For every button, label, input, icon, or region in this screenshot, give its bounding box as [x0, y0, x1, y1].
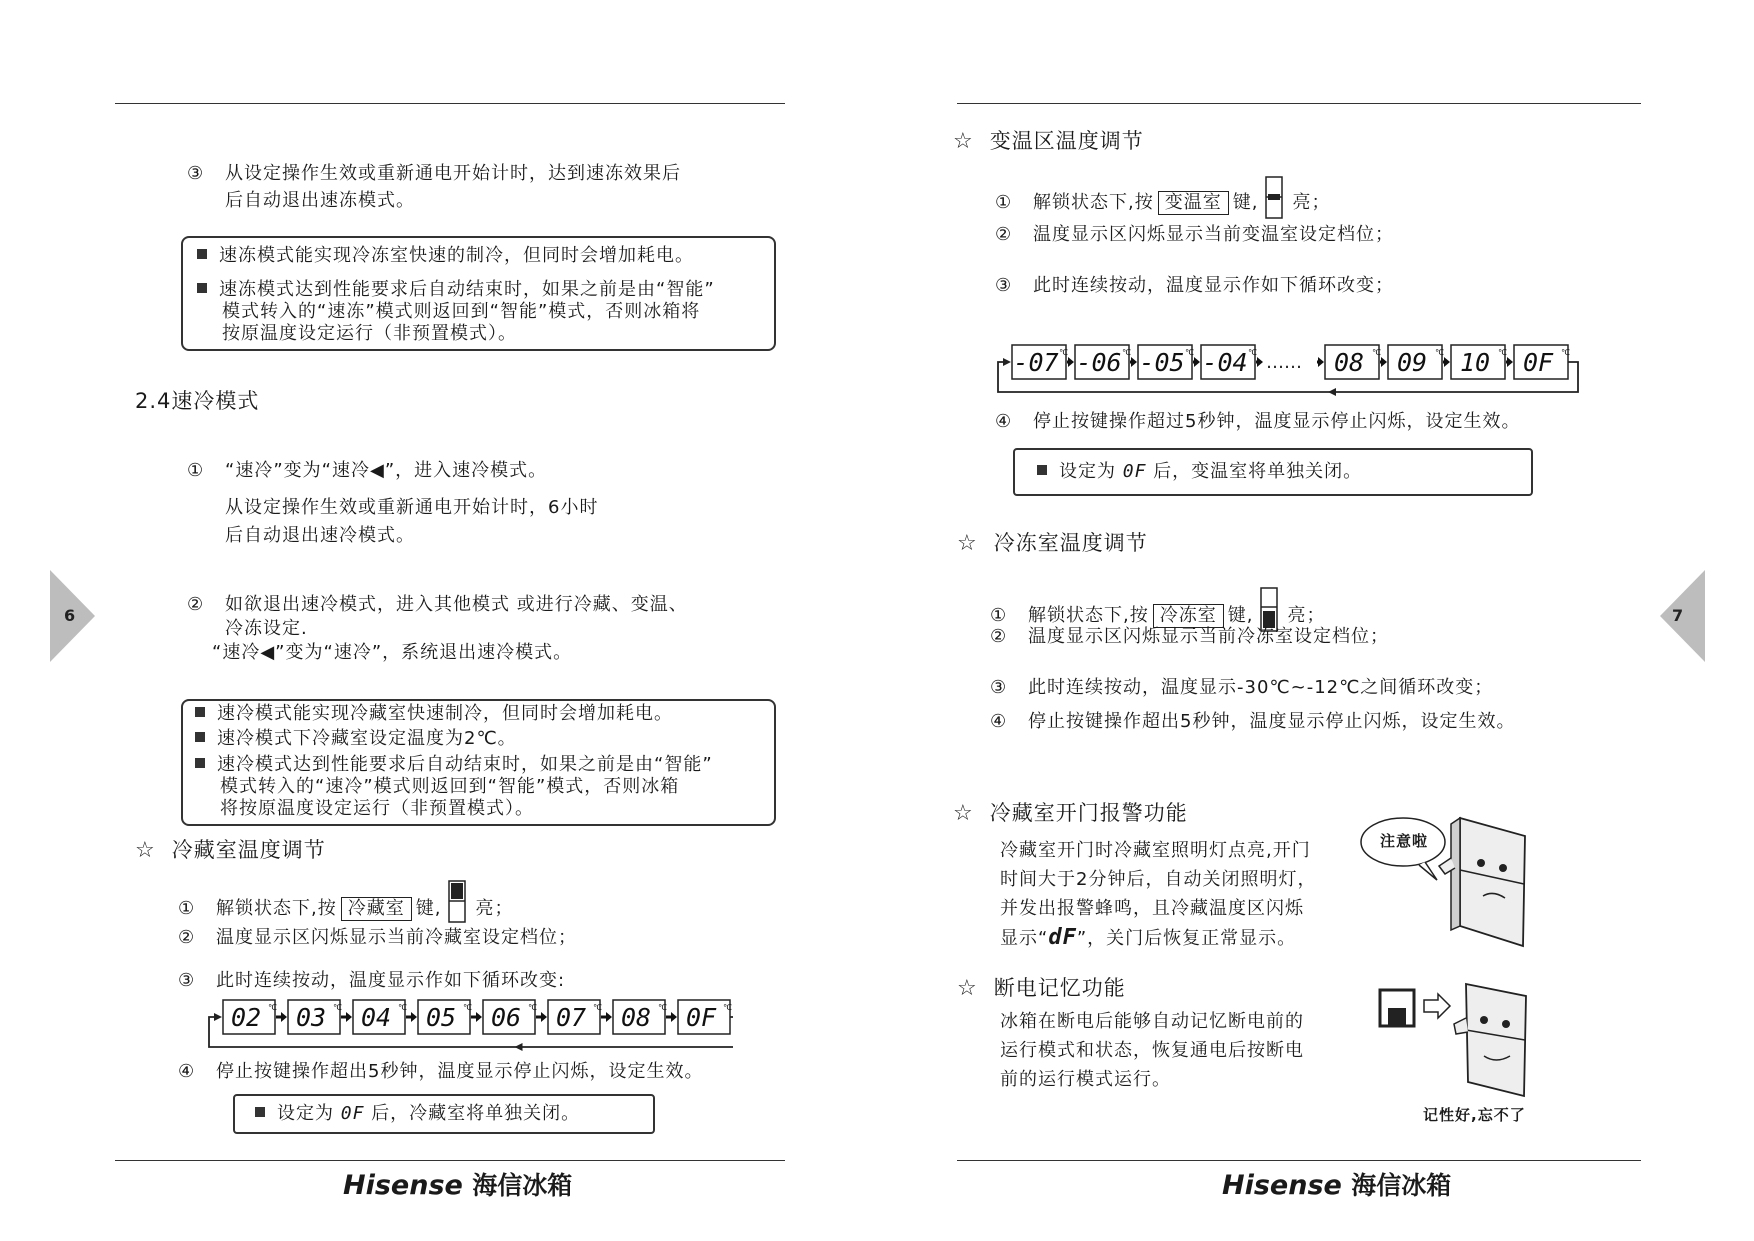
fridge-step4: ④ 停止按键操作超出5秒钟，温度显示停止闪烁，设定生效。: [178, 1061, 704, 1082]
degree-mark: ℃: [528, 1003, 537, 1012]
var-step1: ① 解锁状态下,按 变温室 键, 亮；: [995, 176, 1330, 220]
left-bottom-rule: [115, 1160, 785, 1161]
off-code: 0F: [340, 1103, 365, 1124]
sc-item2-line2: 冷冻设定.: [225, 618, 308, 639]
memory-heading: ☆ 断电记忆功能: [957, 976, 1126, 1001]
arrow-head-icon: [1068, 357, 1074, 367]
note1-bullet2: 速冻模式达到性能要求后自动结束时，如果之前是由“智能”: [197, 279, 715, 301]
fridge-key-label: 冷藏室: [341, 897, 412, 921]
degree-mark: ℃: [1059, 348, 1068, 357]
alarm-line2: 时间大于2分钟后，自动关闭照明灯，: [1000, 869, 1317, 890]
note1-bullet1: 速冻模式能实现冷冻室快速的制冷，但同时会增加耗电。: [197, 245, 694, 267]
note2-bullet1: 速冷模式能实现冷藏室快速制冷，但同时会增加耗电。: [195, 703, 673, 725]
fridge-step2: ② 温度显示区闪烁显示当前冷藏室设定档位；: [178, 927, 577, 948]
arrow-head-icon: [1003, 358, 1011, 366]
arrow-head-icon: [214, 1013, 222, 1021]
alarm-bubble-text: 注意啦: [1380, 832, 1429, 850]
section-heading-quickcool: 2.4速冷模式: [135, 389, 260, 413]
sc-item2-line3: “速冷◀”变为“速冷”，系统退出速冷模式。: [212, 642, 573, 663]
arrow-head-icon: [476, 1012, 482, 1022]
fridge-cycle-diagram: [183, 997, 733, 1057]
degree-mark: ℃: [658, 1003, 667, 1012]
alarm-heading: ☆ 冷藏室开门报警功能: [953, 801, 1188, 826]
lcd-code: 03: [295, 1003, 327, 1032]
var-step3: ③ 此时连续按动，温度显示作如下循环改变；: [995, 275, 1394, 296]
arrow-head-icon: [411, 1012, 417, 1022]
bullet-icon: [197, 283, 207, 293]
note2-cont2: 将按原温度设定运行（非预置模式）。: [220, 798, 534, 819]
var-step4: ④ 停止按键操作超过5秒钟，温度显示停止闪烁，设定生效。: [995, 411, 1521, 432]
arrow-head-icon: [1328, 388, 1336, 396]
fridge-step1: ① 解锁状态下,按 冷藏室 键, 亮；: [178, 880, 513, 924]
note1-cont2: 按原温度设定运行（非预置模式）。: [222, 323, 517, 344]
lcd-code: 0F: [685, 1003, 717, 1032]
lcd-code: 05: [425, 1003, 457, 1032]
star-icon: ☆: [957, 976, 978, 1001]
memory-caption: 记性好,忘不了: [1423, 1106, 1526, 1124]
star-icon: ☆: [957, 531, 978, 556]
lcd-code: 0F: [1522, 348, 1554, 377]
arrow-head-icon: [1318, 357, 1324, 367]
freezer-step4: ④ 停止按键操作超出5秒钟，温度显示停止闪烁，设定生效。: [990, 711, 1516, 732]
star-icon: ☆: [135, 838, 156, 863]
right-top-rule: [957, 103, 1641, 104]
fridge-off-text: 设定为 0F 后，冷藏室将单独关闭。: [255, 1103, 580, 1125]
arrow-right-icon: [1424, 994, 1450, 1018]
fridge-indicator-icon: [447, 880, 469, 924]
lcd-code: 10: [1459, 348, 1491, 377]
bullet-icon: [195, 758, 205, 768]
left-page-number: 6: [64, 606, 76, 625]
freezer-step1: ① 解锁状态下,按 冷冻室 键, 亮；: [990, 587, 1325, 633]
memory-line1: 冰箱在断电后能够自动记忆断电前的: [1000, 1011, 1304, 1032]
lcd-code: -07: [1013, 348, 1059, 377]
left-top-rule: [115, 103, 785, 104]
fridge-step3: ③ 此时连续按动，温度显示作如下循环改变:: [178, 970, 566, 991]
freezer-step3: ③ 此时连续按动，温度显示-30℃~-12℃之间循环改变；: [990, 677, 1494, 698]
arrow-head-icon: [1444, 357, 1450, 367]
arrow-head-icon: [541, 1012, 547, 1022]
right-bottom-rule: [957, 1160, 1641, 1161]
arrow-head-icon: [281, 1012, 287, 1022]
var-key-label: 变温室: [1158, 191, 1229, 215]
arrow-head-icon: [1381, 357, 1387, 367]
item3-line1: ③ 从设定操作生效或重新通电开始计时，达到速冻效果后: [187, 163, 681, 184]
star-icon: ☆: [953, 801, 974, 826]
bullet-icon: [195, 732, 205, 742]
dF-code: dF: [1048, 925, 1077, 950]
note2-bullet2: 速冷模式下冷藏室设定温度为2℃。: [195, 728, 517, 750]
degree-mark: ℃: [268, 1003, 277, 1012]
sc-item1-sub2: 后自动退出速冷模式。: [225, 525, 415, 546]
item3-number: ③: [187, 163, 205, 184]
degree-mark: ℃: [1372, 348, 1381, 357]
degree-mark: ℃: [333, 1003, 342, 1012]
freezer-key-label: 冷冻室: [1153, 604, 1224, 628]
right-page-number: 7: [1672, 606, 1684, 625]
lcd-code: 02: [230, 1003, 262, 1032]
arrow-head-icon: [515, 1043, 523, 1051]
note1-cont1: 模式转入的“速冻”模式则返回到“智能”模式，否则冰箱将: [222, 301, 701, 322]
alarm-line4: 显示“dF”，关门后恢复正常显示。: [1000, 925, 1297, 950]
sc-item1-sub1: 从设定操作生效或重新通电开始计时，6小时: [225, 497, 599, 518]
lcd-code: 04: [360, 1003, 392, 1032]
fridge-heading: ☆ 冷藏室温度调节: [135, 838, 326, 863]
var-step2: ② 温度显示区闪烁显示当前变温室设定档位；: [995, 224, 1394, 245]
degree-mark: ℃: [1561, 348, 1570, 357]
item3-line2: 后自动退出速冻模式。: [225, 190, 415, 211]
off-code: 0F: [1122, 461, 1147, 482]
lcd-code: 09: [1396, 348, 1428, 377]
alarm-line3: 并发出报警蜂鸣，且冷藏温度区闪烁: [1000, 898, 1304, 919]
right-page-tab: [1660, 570, 1710, 662]
arrow-head-icon: [606, 1012, 612, 1022]
alarm-fridge-illustration: [1355, 808, 1540, 948]
var-heading: ☆ 变温区温度调节: [953, 129, 1144, 154]
degree-mark: ℃: [1248, 348, 1257, 357]
arrow-head-icon: [1507, 357, 1513, 367]
left-brand-logo: Hisense 海信冰箱: [343, 1170, 573, 1201]
lcd-code: 07: [555, 1003, 587, 1032]
lcd-code: 08: [1333, 348, 1365, 377]
degree-mark: ℃: [398, 1003, 407, 1012]
degree-mark: ℃: [1122, 348, 1131, 357]
degree-mark: ℃: [593, 1003, 602, 1012]
memory-line3: 前的运行模式运行。: [1000, 1069, 1171, 1090]
note2-bullet3: 速冷模式达到性能要求后自动结束时，如果之前是由“智能”: [195, 754, 713, 776]
var-indicator-icon: [1264, 176, 1286, 220]
star-icon: ☆: [953, 129, 974, 154]
degree-mark: ℃: [723, 1003, 732, 1012]
bullet-icon: [195, 707, 205, 717]
sc-item2-line1: ② 如欲退出速冷模式，进入其他模式 或进行冷藏、变温、: [187, 594, 688, 615]
var-off-text: 设定为 0F 后，变温室将单独关闭。: [1037, 461, 1362, 483]
note2-cont1: 模式转入的“速冷”模式则返回到“智能”模式，否则冰箱: [220, 776, 680, 797]
lcd-code: -05: [1139, 348, 1185, 377]
arrow-head-icon: [671, 1012, 677, 1022]
freezer-heading: ☆ 冷冻室温度调节: [957, 531, 1148, 556]
bullet-icon: [197, 249, 207, 259]
lcd-code: 06: [490, 1003, 522, 1032]
lcd-code: -06: [1076, 348, 1122, 377]
arrow-head-icon: [346, 1012, 352, 1022]
var-cycle-diagram: [980, 342, 1585, 400]
memory-line2: 运行模式和状态，恢复通电后按断电: [1000, 1040, 1304, 1061]
cycle-ellipsis: ……: [1266, 352, 1302, 373]
bullet-icon: [255, 1107, 265, 1117]
freezer-step2: ② 温度显示区闪烁显示当前冷冻室设定档位；: [990, 626, 1389, 647]
degree-mark: ℃: [1498, 348, 1507, 357]
degree-mark: ℃: [1435, 348, 1444, 357]
memory-fridge-illustration: [1378, 978, 1538, 1098]
sc-item1: ① “速冷”变为“速冷◀”，进入速冷模式。: [187, 460, 548, 481]
arrow-head-icon: [1131, 357, 1137, 367]
degree-mark: ℃: [1185, 348, 1194, 357]
right-brand-logo: Hisense 海信冰箱: [1222, 1170, 1452, 1201]
lcd-code: -04: [1202, 348, 1248, 377]
arrow-head-icon: [1194, 357, 1200, 367]
alarm-line1: 冷藏室开门时冷藏室照明灯点亮,开门: [1000, 840, 1311, 861]
degree-mark: ℃: [463, 1003, 472, 1012]
lcd-code: 08: [620, 1003, 652, 1032]
arrow-head-icon: [1257, 357, 1263, 367]
bullet-icon: [1037, 465, 1047, 475]
